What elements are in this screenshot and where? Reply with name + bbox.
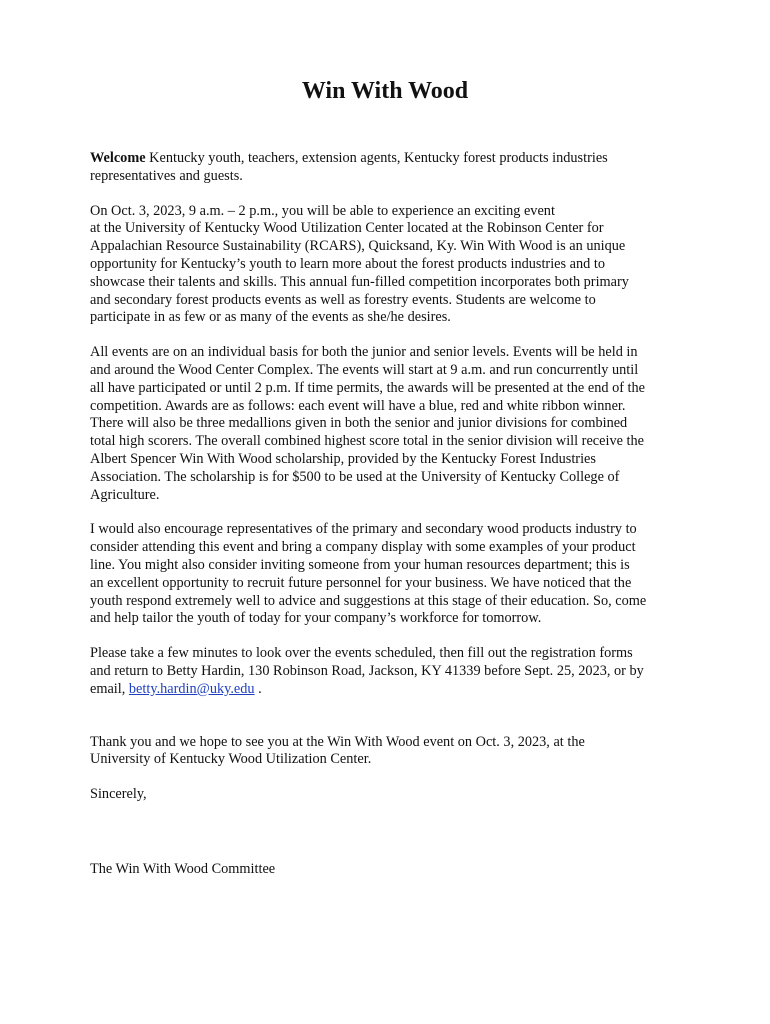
welcome-lead: Welcome: [90, 150, 146, 166]
event-details-paragraph: [90, 203, 690, 328]
text-line: University of Kentucky Wood Utilization Center.: [90, 751, 372, 768]
email-line: email, betty.hardin@uky.edu .: [90, 680, 262, 697]
welcome-line-1: Welcome Kentucky youth, teachers, extension agents, Kentucky forest products industries: [90, 150, 608, 166]
registration-paragraph: [90, 645, 690, 698]
text-line: Appalachian Resource Sustainability (RCARS), Quicksand, Ky. Win With Wood is an unique: [90, 238, 626, 255]
text-line: Please take a few minutes to look over the events scheduled, then fill out the registration forms: [90, 645, 633, 662]
text-line: Thank you and we hope to see you at the Win With Wood event on Oct. 3, 2023, at the: [90, 733, 585, 750]
text-line: youth respond extremely well to advice and suggestions at this stage of their education. So, come: [90, 592, 647, 609]
text-line: I would also encourage representatives of the primary and secondary wood products industry to: [90, 521, 637, 538]
text-line: All events are on an individual basis for both the junior and senior levels. Events will be held in: [90, 344, 638, 361]
industry-invite-paragraph: [90, 521, 690, 628]
signature-gap: [90, 821, 690, 861]
text-line: total high scorers. The overall combined highest score total in the senior division will receive the: [90, 433, 644, 450]
text-line: line. You might also consider inviting someone from your human resources department; this is: [90, 556, 630, 573]
signature: The Win With Wood Committee: [90, 860, 276, 877]
text-line: Association. The scholarship is for $500 to be used at the University of Kentucky College of: [90, 468, 620, 485]
text-line: all have participated or until 2 p.m. If time permits, the awards will be presented at the end of the: [90, 379, 646, 396]
welcome-line-2: representatives and guests.: [90, 167, 243, 184]
text-line: and help tailor the youth of today for your company’s workforce for tomorrow.: [90, 610, 542, 627]
email-link[interactable]: betty.hardin@uky.edu: [128, 680, 255, 697]
text-line: showcase their talents and skills. This annual fun-filled competition incorporates both primary: [90, 273, 629, 290]
text-line: opportunity for Kentucky’s youth to learn more about the forest products industries and to: [90, 255, 605, 272]
welcome-paragraph: [90, 150, 690, 186]
text-line: There will also be three medallions given in both the senior and junior divisions for combined: [90, 415, 628, 432]
letter-body: [90, 150, 690, 896]
text-line: Albert Spencer Win With Wood scholarship, provided by the Kentucky Forest Industries: [90, 450, 596, 467]
text-line: and secondary forest products events as well as forestry events. Students are welcome to: [90, 291, 596, 308]
thank-you-paragraph: [90, 734, 690, 770]
closing: Sincerely,: [90, 786, 147, 803]
text-line: participate in as few or as many of the events as she/he desires.: [90, 309, 451, 326]
page-title: Win With Wood: [301, 78, 469, 104]
events-awards-paragraph: [90, 344, 690, 504]
text-line: an excellent opportunity to recruit future personnel for your business. We have noticed that the: [90, 574, 632, 591]
text-line: Agriculture.: [90, 486, 160, 503]
text-line: competition. Awards are as follows: each event will have a blue, red and white ribbon winner.: [90, 397, 626, 414]
text-line: On Oct. 3, 2023, 9 a.m. – 2 p.m., you will be able to experience an exciting event: [90, 202, 555, 219]
text-line: and around the Wood Center Complex. The events will start at 9 a.m. and run concurrently until: [90, 361, 639, 378]
text-line: at the University of Kentucky Wood Utilization Center located at the Robinson Center for: [90, 220, 604, 237]
text-line: and return to Betty Hardin, 130 Robinson Road, Jackson, KY 41339 before Sept. 25, 2023, or by: [90, 662, 644, 679]
text-line: consider attending this event and bring a company display with some examples of your product: [90, 539, 636, 556]
